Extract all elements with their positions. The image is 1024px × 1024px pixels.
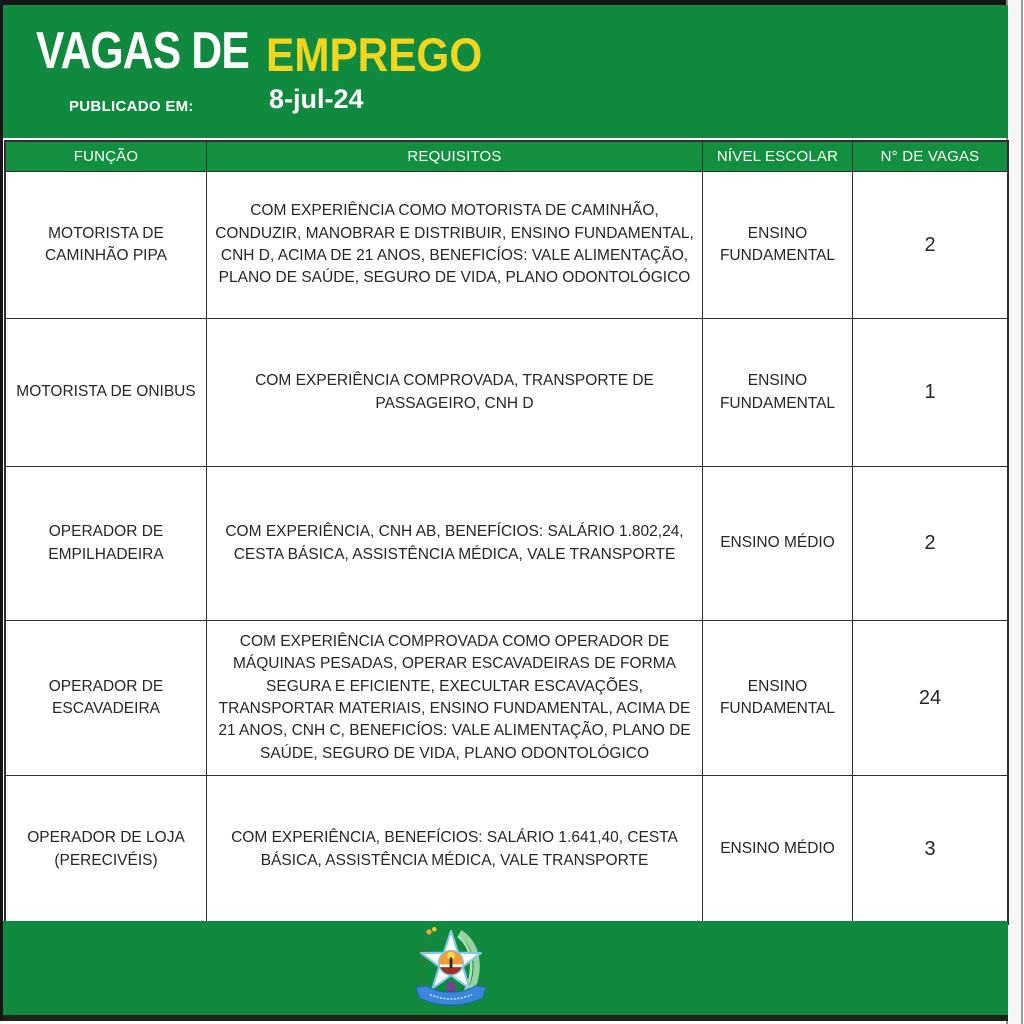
vagas-cell: 1: [853, 319, 1008, 467]
requisitos-cell: COM EXPERIÊNCIA COMO MOTORISTA DE CAMINHÃO, CONDUZIR, MANOBRAR E DISTRIBUIR, ENSINO FUNDAMENTAL, CNH D, ACIMA DE 21 ANOS, BENEFICÍOS: VALE ALIMENTAÇÃO, PLANO DE SAÚDE, SEGURO DE VIDA, PLANO ODONTOLÓGICO: [207, 172, 703, 319]
title-emprego: EMPREGO: [266, 28, 483, 81]
footer-banner: [3, 921, 1008, 1015]
requisitos-cell: COM EXPERIÊNCIA COMPROVADA COMO OPERADOR DE MÁQUINAS PESADAS, OPERAR ESCAVADEIRAS DE FORMA SEGURA E EFICIENTE, EXECULTAR ESCAVAÇÕES, TRANSPORTAR MATERIAIS, ENSINO FUNDAMENTAL, ACIMA DE 21 ANOS, CNH C, BENEFICÍOS: VALE ALIMENTAÇÃO, PLANO DE SAÚDE, SEGURO DE VIDA, PLANO ODONTOLÓGICO: [207, 621, 703, 776]
nivel-escolar-cell: ENSINO FUNDAMENTAL: [703, 621, 853, 776]
title-vagas-de: VAGAS DE: [36, 22, 249, 80]
requisitos-cell: COM EXPERIÊNCIA, CNH AB, BENEFÍCIOS: SALÁRIO 1.802,24, CESTA BÁSICA, ASSISTÊNCIA MÉDICA, VALE TRANSPORTE: [207, 467, 703, 621]
vagas-cell: 2: [853, 172, 1008, 319]
table-row: [6, 319, 1008, 467]
table-row: [6, 776, 1008, 924]
bottom-edge-line: [3, 1015, 1008, 1021]
left-edge-line: [0, 0, 3, 1021]
funcao-cell: MOTORISTA DE ONIBUS: [6, 319, 207, 467]
nivel-escolar-cell: ENSINO FUNDAMENTAL: [703, 172, 853, 319]
table-row: [6, 172, 1008, 319]
vacancies-table: [5, 141, 1008, 924]
column-header-funcao: FUNÇÃO: [6, 142, 207, 172]
table-row: [6, 467, 1008, 621]
column-header-n-de-vagas: N° DE VAGAS: [853, 142, 1008, 172]
vagas-cell: 24: [853, 621, 1008, 776]
nivel-escolar-cell: ENSINO MÉDIO: [703, 467, 853, 621]
requisitos-cell: COM EXPERIÊNCIA COMPROVADA, TRANSPORTE DE PASSAGEIRO, CNH D: [207, 319, 703, 467]
table-row: [6, 621, 1008, 776]
vagas-cell: 2: [853, 467, 1008, 621]
published-label: PUBLICADO EM:: [69, 98, 194, 115]
funcao-cell: OPERADOR DE LOJA (PERECIVÉIS): [6, 776, 207, 924]
funcao-cell: MOTORISTA DE CAMINHÃO PIPA: [6, 172, 207, 319]
nivel-escolar-cell: ENSINO MÉDIO: [703, 776, 853, 924]
header-banner: [3, 5, 1008, 138]
table-header-row: [6, 142, 1008, 172]
coat-of-arms-icon: [405, 924, 497, 1012]
column-header-requisitos: REQUISITOS: [207, 142, 703, 172]
vagas-cell: 3: [853, 776, 1008, 924]
funcao-cell: OPERADOR DE EMPILHADEIRA: [6, 467, 207, 621]
funcao-cell: OPERADOR DE ESCAVADEIRA: [6, 621, 207, 776]
right-page-margin: [1006, 0, 1024, 1024]
requisitos-cell: COM EXPERIÊNCIA, BENEFÍCIOS: SALÁRIO 1.641,40, CESTA BÁSICA, ASSISTÊNCIA MÉDICA, VALE TRANSPORTE: [207, 776, 703, 924]
published-date: 8-jul-24: [269, 84, 364, 114]
nivel-escolar-cell: ENSINO FUNDAMENTAL: [703, 319, 853, 467]
column-header-nivel-escolar: NÍVEL ESCOLAR: [703, 142, 853, 172]
